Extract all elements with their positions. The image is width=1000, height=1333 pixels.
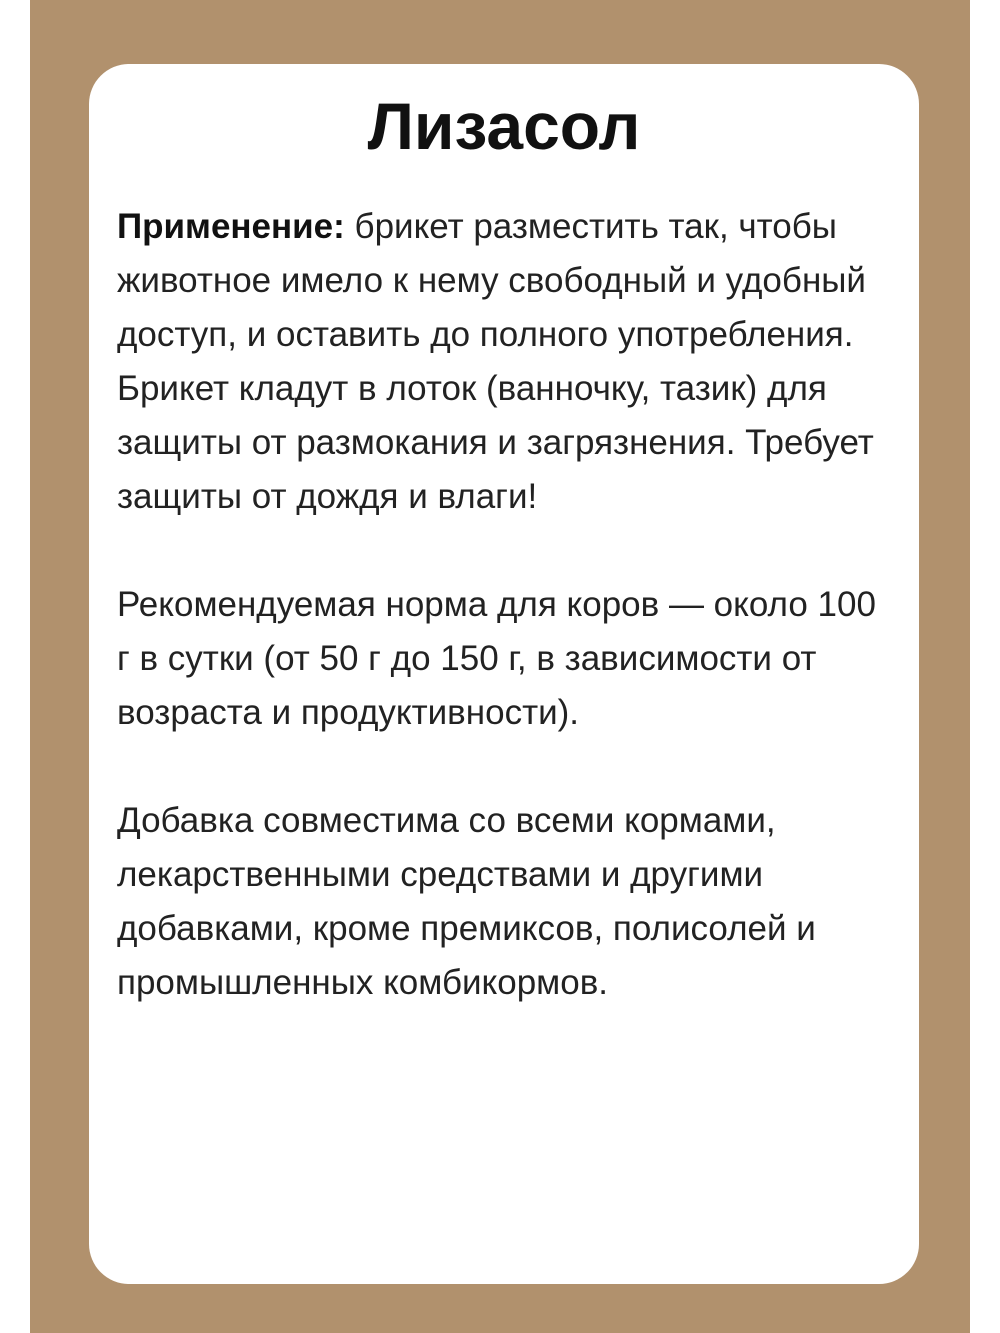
compatibility-paragraph: Добавка совместима со всеми кормами, лекарственными средствами и другими добавками, кроме премиксов, полисолей и промышленных комбикормов.: [117, 801, 816, 1002]
usage-paragraph: [117, 200, 891, 524]
info-card: [89, 64, 919, 1284]
usage-label: Применение:: [117, 207, 345, 246]
usage-text: брикет разместить так, чтобы животное имело к нему свободный и удобный доступ, и оставить до полного употребления. Брикет кладут в лоток (ванночку, тазик) для защиты от размокания и загрязнения. Требует защиты от дождя и влаги!: [117, 207, 874, 516]
product-title: Лизасол: [367, 89, 641, 163]
dosage-paragraph: Рекомендуемая норма для коров — около 100 г в сутки (от 50 г до 150 г, в зависимости от возраста и продуктивности).: [117, 585, 876, 732]
